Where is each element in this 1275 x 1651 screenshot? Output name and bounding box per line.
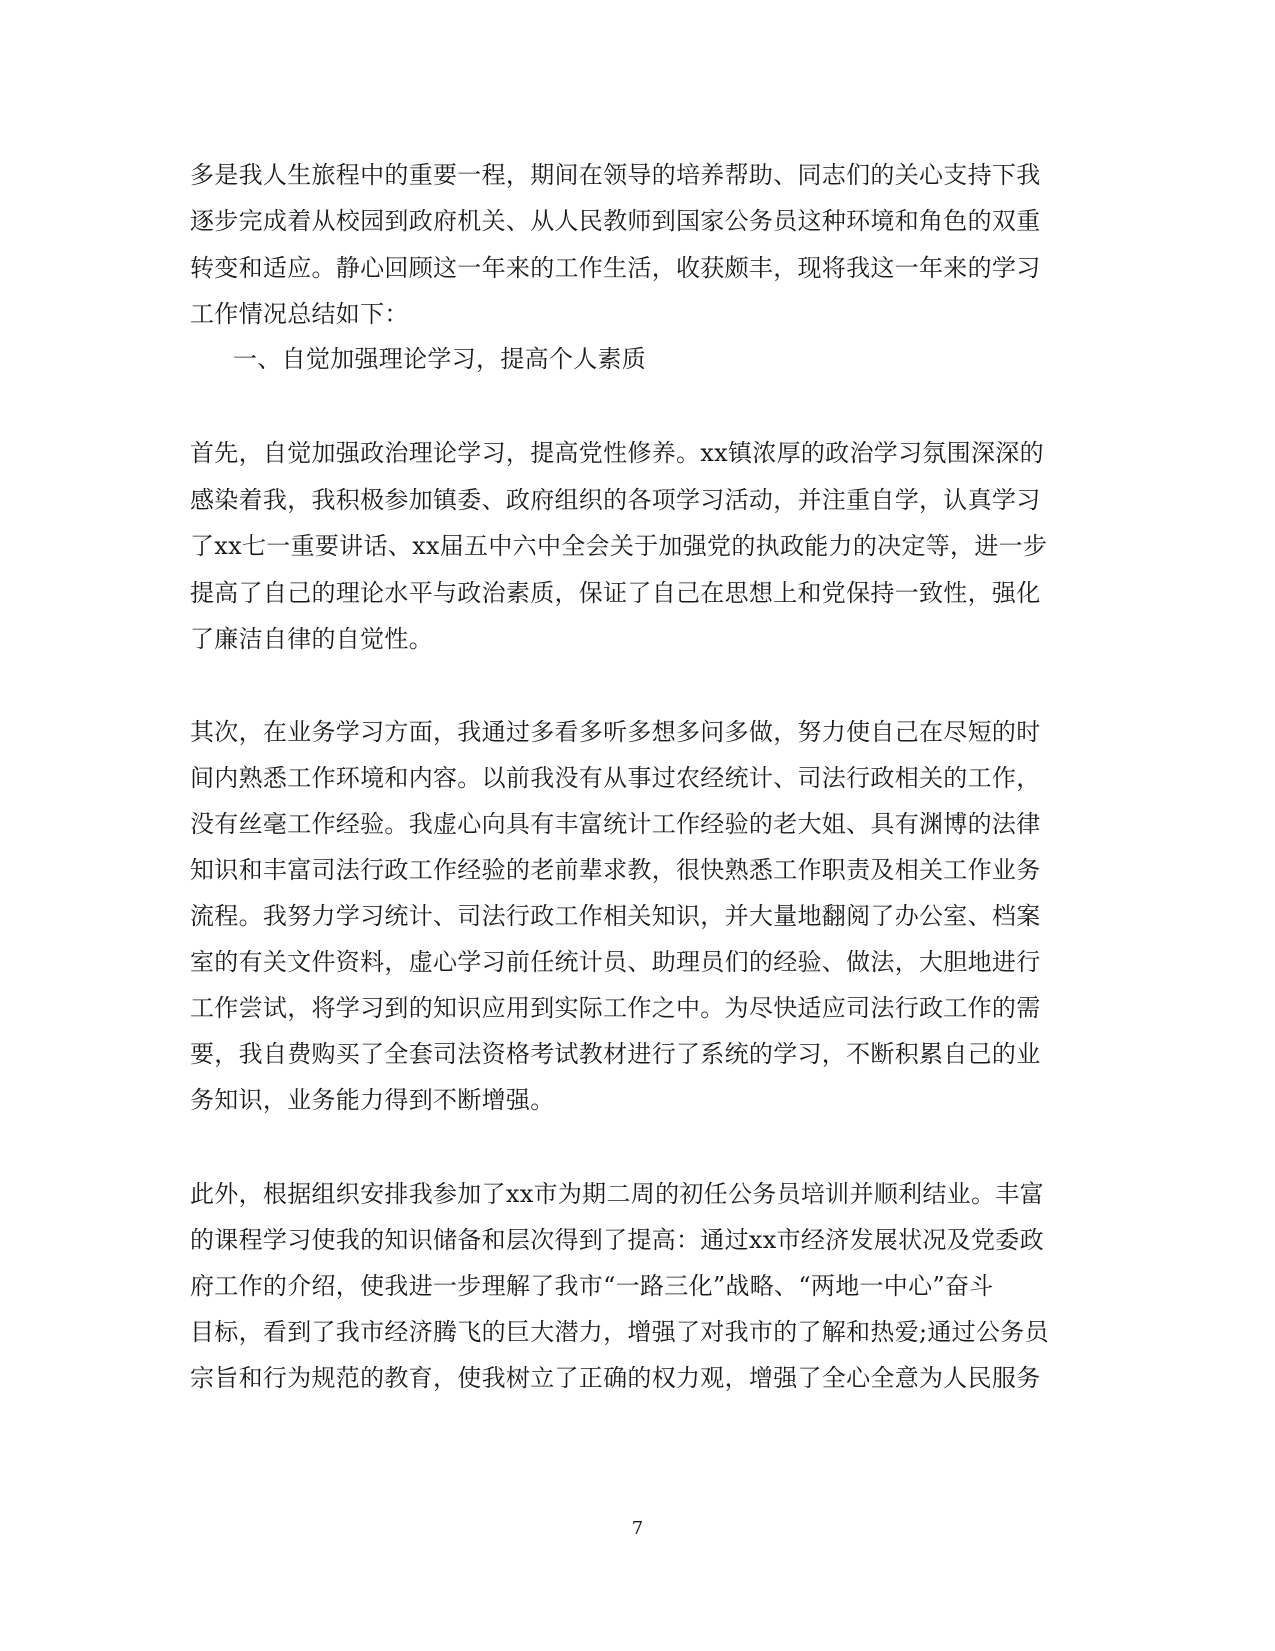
text-line: 工作尝试，将学习到的知识应用到实际工作之中。为尽快适应司法行政工作的需	[190, 994, 1041, 1022]
text-line: 感染着我，我积极参加镇委、政府组织的各项学习活动，并注重自学，认真学习	[190, 486, 1041, 514]
text-line: 目标，看到了我市经济腾飞的巨大潜力，增强了对我市的了解和热爱;通过公务员	[190, 1318, 1049, 1346]
text-line: 转变和适应。静心回顾这一年来的工作生活，收获颇丰，现将我这一年来的学习	[190, 254, 1041, 282]
text-line: 知识和丰富司法行政工作经验的老前辈求教，很快熟悉工作职责及相关工作业务	[190, 856, 1041, 884]
text-line: 流程。我努力学习统计、司法行政工作相关知识，并大量地翻阅了办公室、档案	[190, 902, 1041, 930]
text-line: 室的有关文件资料，虚心学习前任统计员、助理员们的经验、做法，大胆地进行	[190, 948, 1041, 976]
text-line: 多是我人生旅程中的重要一程，期间在领导的培养帮助、同志们的关心支持下我	[190, 161, 1041, 189]
section-heading: 一、自觉加强理论学习，提高个人素质	[233, 345, 647, 373]
text-line: 宗旨和行为规范的教育，使我树立了正确的权力观，增强了全心全意为人民服务	[190, 1364, 1041, 1392]
text-line: 工作情况总结如下：	[190, 300, 409, 328]
text-line: 的课程学习使我的知识储备和层次得到了提高：通过xx市经济发展状况及党委政	[190, 1226, 1044, 1254]
text-line: 间内熟悉工作环境和内容。以前我没有从事过农经统计、司法行政相关的工作，	[190, 764, 1041, 792]
text-line: 没有丝毫工作经验。我虚心向具有丰富统计工作经验的老大姐、具有渊博的法律	[190, 810, 1041, 838]
text-line: 其次，在业务学习方面，我通过多看多听多想多问多做，努力使自己在尽短的时	[190, 718, 1041, 746]
text-line: 府工作的介绍，使我进一步理解了我市“一路三化”战略、“两地一中心”奋斗	[190, 1272, 994, 1300]
text-line: 了xx七一重要讲话、xx届五中六中全会关于加强党的执政能力的决定等，进一步	[190, 532, 1048, 560]
text-line: 要，我自费购买了全套司法资格考试教材进行了系统的学习，不断积累自己的业	[190, 1040, 1041, 1068]
text-line: 务知识，业务能力得到不断增强。	[190, 1086, 555, 1114]
text-line: 首先，自觉加强政治理论学习，提高党性修养。xx镇浓厚的政治学习氛围深深的	[190, 439, 1044, 467]
text-line: 提高了自己的理论水平与政治素质，保证了自己在思想上和党保持一致性，强化	[190, 579, 1041, 607]
text-line: 了廉洁自律的自觉性。	[190, 625, 433, 653]
page-number: 7	[631, 1518, 644, 1539]
text-line: 逐步完成着从校园到政府机关、从人民教师到国家公务员这种环境和角色的双重	[190, 207, 1041, 235]
text-line: 此外，根据组织安排我参加了xx市为期二周的初任公务员培训并顺利结业。丰富	[190, 1180, 1044, 1208]
